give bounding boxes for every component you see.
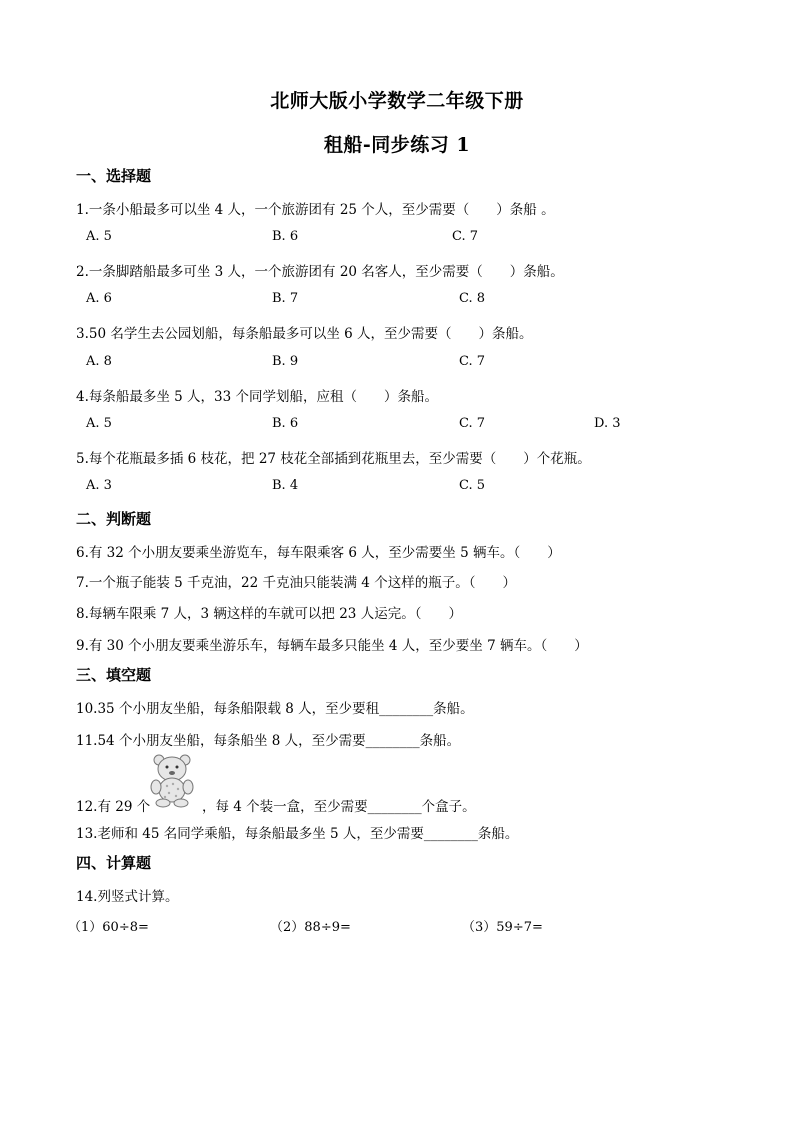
question-3-option-b: B. 9: [272, 354, 299, 369]
question-2-option-a: A. 6: [86, 291, 112, 306]
calc-item-2: （2）88÷9=: [270, 920, 351, 935]
page-title: 北师大版小学数学二年级下册: [270, 90, 524, 112]
question-14: 14.列竖式计算。: [76, 889, 179, 905]
question-3-option-c: C. 7: [459, 354, 486, 369]
question-1-option-a: A. 5: [86, 229, 112, 244]
question-4-option-d: D. 3: [594, 416, 621, 431]
question-5-option-c: C. 5: [459, 478, 486, 493]
section-heading-calc: 四、计算题: [76, 854, 152, 872]
question-12-prefix: 12.有 29 个: [76, 799, 151, 815]
question-4-option-c: C. 7: [459, 416, 486, 431]
question-12-suffix: ，每 4 个装一盒，至少需要________个盒子。: [202, 799, 476, 815]
question-7: 7.一个瓶子能装 5 千克油，22 千克油只能装满 4 个这样的瓶子。（ ）: [76, 575, 516, 591]
question-10: 10.35 个小朋友坐船，每条船限载 8 人，至少要租________条船。: [76, 701, 474, 717]
calc-item-1: （1）60÷8=: [68, 920, 149, 935]
question-13: 13.老师和 45 名同学乘船，每条船最多坐 5 人，至少需要________条船。: [76, 826, 519, 842]
question-1-option-c: C. 7: [452, 229, 479, 244]
question-8: 8.每辆车限乘 7 人，3 辆这样的车就可以把 23 人运完。（ ）: [76, 606, 462, 622]
question-5: 5.每个花瓶最多插 6 枝花，把 27 枝花全部插到花瓶里去，至少需要（ ）个花瓶。: [76, 451, 591, 467]
question-6: 6.有 32 个小朋友要乘坐游览车，每车限乘客 6 人，至少需要坐 5 辆车。（ ）: [76, 545, 561, 561]
page-subtitle: 租船-同步练习 1: [323, 134, 471, 156]
section-heading-choice: 一、选择题: [76, 167, 152, 185]
question-9: 9.有 30 个小朋友要乘坐游乐车，每辆车最多只能坐 4 人，至少要坐 7 辆车。（ ）: [76, 638, 588, 654]
question-4: 4.每条船最多坐 5 人，33 个同学划船，应租（ ）条船。: [76, 389, 439, 405]
question-3-option-a: A. 8: [86, 354, 112, 369]
question-5-option-b: B. 4: [272, 478, 299, 493]
question-4-option-a: A. 5: [86, 416, 112, 431]
section-heading-judge: 二、判断题: [76, 510, 152, 528]
question-2: 2.一条脚踏船最多可坐 3 人，一个旅游团有 20 名客人，至少需要（ ）条船。: [76, 264, 564, 280]
teddy-bear-icon: [148, 752, 196, 808]
question-3: 3.50 名学生去公园划船，每条船最多可以坐 6 人，至少需要（ ）条船。: [76, 326, 533, 342]
question-11: 11.54 个小朋友坐船，每条船坐 8 人，至少需要________条船。: [76, 733, 461, 749]
question-1: 1.一条小船最多可以坐 4 人，一个旅游团有 25 个人，至少需要（ ）条船 。: [76, 202, 555, 218]
question-2-option-b: B. 7: [272, 291, 299, 306]
question-1-option-b: B. 6: [272, 229, 299, 244]
question-4-option-b: B. 6: [272, 416, 299, 431]
question-2-option-c: C. 8: [459, 291, 486, 306]
calc-item-3: （3）59÷7=: [462, 920, 543, 935]
question-5-option-a: A. 3: [86, 478, 112, 493]
section-heading-fill: 三、填空题: [76, 666, 152, 684]
